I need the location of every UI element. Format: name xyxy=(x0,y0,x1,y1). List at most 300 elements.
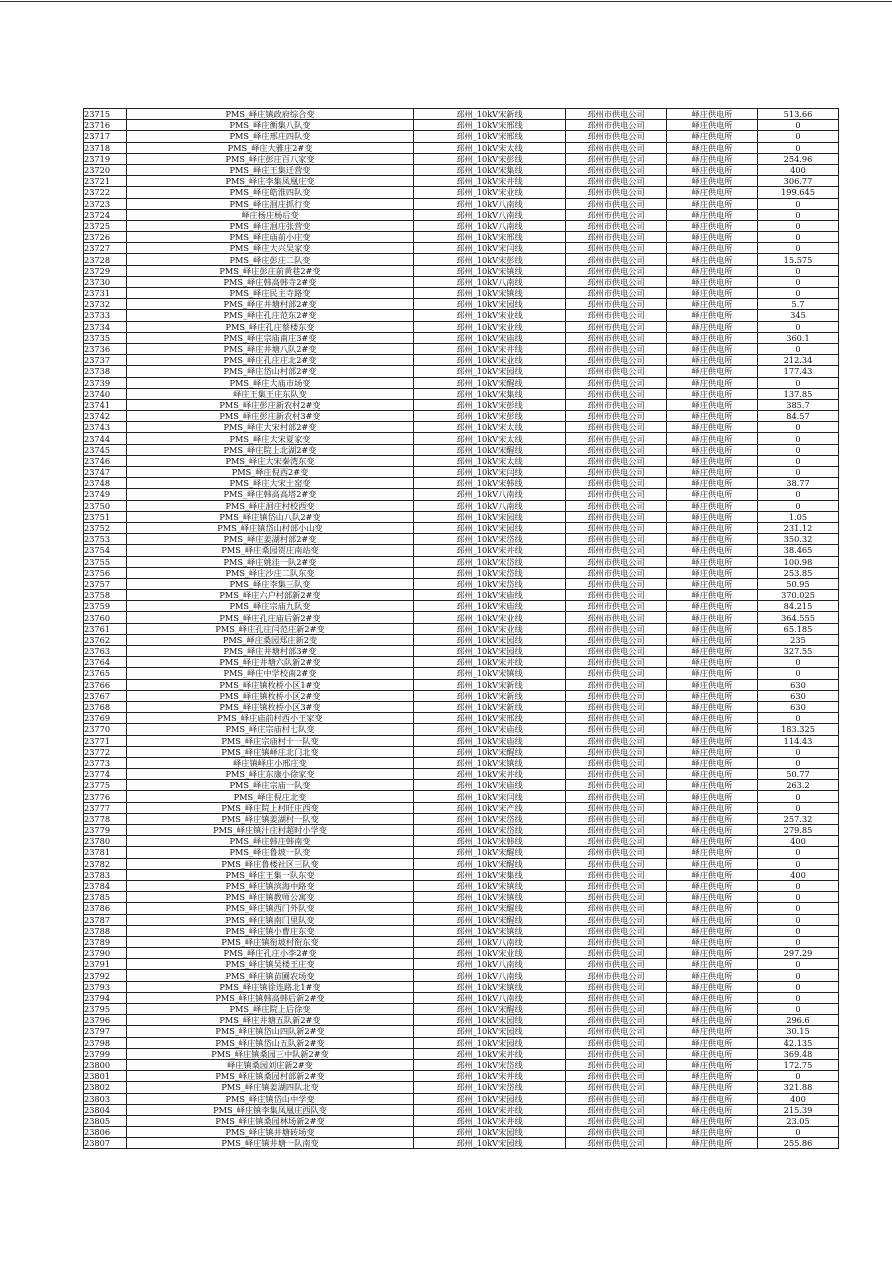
table-row xyxy=(84,522,839,533)
value-cell: 42.135 xyxy=(758,1037,839,1048)
table-row xyxy=(84,355,839,366)
line-name: 邳州_10kV宋井线 xyxy=(414,1048,566,1059)
row-id: 23724 xyxy=(84,209,127,220)
value-cell: 0 xyxy=(758,455,839,466)
table-row xyxy=(84,634,839,645)
line-name: 邳州_10kV宋园线 xyxy=(414,1037,566,1048)
company-name: 邳州市供电公司 xyxy=(566,825,667,836)
transformer-name: PMS_峄庄孔庄小李2#变 xyxy=(127,948,414,959)
company-name: 邳州市供电公司 xyxy=(566,455,667,466)
line-name: 邳州_10kV宋岱线 xyxy=(414,567,566,578)
table-row xyxy=(84,981,839,992)
company-name: 邳州市供电公司 xyxy=(566,757,667,768)
transformer-name: PMS_峄庄镇汁庄村超时小学变 xyxy=(127,825,414,836)
company-name: 邳州市供电公司 xyxy=(566,780,667,791)
transformer-name: PMS_峄庄井塘八队2#变 xyxy=(127,343,414,354)
transformer-name: PMS_峄庄孔庄范东2#变 xyxy=(127,310,414,321)
transformer-name: PMS_峄庄大宋夏家变 xyxy=(127,433,414,444)
table-row xyxy=(84,735,839,746)
table-row xyxy=(84,1015,839,1026)
value-cell: 327.55 xyxy=(758,646,839,657)
station-name: 峄庄供电所 xyxy=(667,757,758,768)
line-name: 邳州_10kV宋庙线 xyxy=(414,601,566,612)
transformer-name: PMS_峄庄李集三队变 xyxy=(127,578,414,589)
line-name: 邳州_10kV宋闫线 xyxy=(414,791,566,802)
table-row xyxy=(84,511,839,522)
transformer-name: PMS_峄庄彭庄新农村2#变 xyxy=(127,399,414,410)
table-row xyxy=(84,388,839,399)
row-id: 23717 xyxy=(84,131,127,142)
transformer-name: PMS_峄庄宗庙一队变 xyxy=(127,780,414,791)
value-cell: 38.77 xyxy=(758,478,839,489)
table-row xyxy=(84,243,839,254)
transformer-name: PMS_峄庄沙庄二队东变 xyxy=(127,567,414,578)
table-row xyxy=(84,724,839,735)
row-id: 23723 xyxy=(84,198,127,209)
line-name: 邳州_10kV八南线 xyxy=(414,276,566,287)
line-name: 邳州_10kV宋岱线 xyxy=(414,1082,566,1093)
row-id: 23722 xyxy=(84,187,127,198)
value-cell: 38.465 xyxy=(758,545,839,556)
line-name: 邳州_10kV宋闫线 xyxy=(414,467,566,478)
station-name: 峄庄供电所 xyxy=(667,120,758,131)
value-cell: 84.57 xyxy=(758,411,839,422)
value-cell: 0 xyxy=(758,914,839,925)
station-name: 峄庄供电所 xyxy=(667,1093,758,1104)
table-row xyxy=(84,1004,839,1015)
value-cell: 370.025 xyxy=(758,590,839,601)
value-cell: 0 xyxy=(758,120,839,131)
transformer-name: PMS_峄庄镇姜湖村一队变 xyxy=(127,813,414,824)
transformer-name: 峄庄镇桑园刘庄新2#变 xyxy=(127,1059,414,1070)
station-name: 峄庄供电所 xyxy=(667,522,758,533)
line-name: 邳州_10kV宋镇线 xyxy=(414,288,566,299)
value-cell: 400 xyxy=(758,869,839,880)
line-name: 邳州_10kV八南线 xyxy=(414,198,566,209)
line-name: 邳州_10kV宋井线 xyxy=(414,657,566,668)
station-name: 峄庄供电所 xyxy=(667,948,758,959)
table-row xyxy=(84,825,839,836)
value-cell: 0 xyxy=(758,1127,839,1138)
transformer-name: PMS_峄庄皓淮四队变 xyxy=(127,187,414,198)
line-name: 邳州_10kV宋园线 xyxy=(414,1127,566,1138)
value-cell: 0 xyxy=(758,321,839,332)
station-name: 峄庄供电所 xyxy=(667,1138,758,1149)
row-id: 23798 xyxy=(84,1037,127,1048)
row-id: 23759 xyxy=(84,601,127,612)
transformer-name: PMS_峄庄井塘村部2#变 xyxy=(127,299,414,310)
line-name: 邳州_10kV宋彭线 xyxy=(414,399,566,410)
table-row xyxy=(84,657,839,668)
table-row xyxy=(84,366,839,377)
table-row xyxy=(84,332,839,343)
station-name: 峄庄供电所 xyxy=(667,981,758,992)
station-name: 峄庄供电所 xyxy=(667,780,758,791)
row-id: 23725 xyxy=(84,220,127,231)
value-cell: 360.1 xyxy=(758,332,839,343)
transformer-name: PMS_峄庄镇小曹庄东变 xyxy=(127,925,414,936)
table-row xyxy=(84,1138,839,1149)
transformer-name: PMS_峄庄韩高高塔2#变 xyxy=(127,489,414,500)
row-id: 23795 xyxy=(84,1004,127,1015)
row-id: 23743 xyxy=(84,422,127,433)
line-name: 邳州_10kV宋邢线 xyxy=(414,120,566,131)
table-row xyxy=(84,690,839,701)
value-cell: 0 xyxy=(758,791,839,802)
company-name: 邳州市供电公司 xyxy=(566,724,667,735)
table-row xyxy=(84,623,839,634)
station-name: 峄庄供电所 xyxy=(667,880,758,891)
company-name: 邳州市供电公司 xyxy=(566,970,667,981)
row-id: 23716 xyxy=(84,120,127,131)
value-cell: 0 xyxy=(758,858,839,869)
station-name: 峄庄供电所 xyxy=(667,1059,758,1070)
line-name: 邳州_10kV八南线 xyxy=(414,220,566,231)
station-name: 峄庄供电所 xyxy=(667,1015,758,1026)
row-id: 23803 xyxy=(84,1093,127,1104)
transformer-name: PMS_峄庄桑园贺庄南站变 xyxy=(127,545,414,556)
station-name: 峄庄供电所 xyxy=(667,433,758,444)
line-name: 邳州_10kV宋井线 xyxy=(414,545,566,556)
row-id: 23733 xyxy=(84,310,127,321)
company-name: 邳州市供电公司 xyxy=(566,892,667,903)
row-id: 23730 xyxy=(84,276,127,287)
transformer-name: PMS_峄庄洄庄张营变 xyxy=(127,220,414,231)
company-name: 邳州市供电公司 xyxy=(566,545,667,556)
station-name: 峄庄供电所 xyxy=(667,869,758,880)
table-row xyxy=(84,880,839,891)
transformer-name: PMS_峄庄镇岱山中学变 xyxy=(127,1093,414,1104)
row-id: 23754 xyxy=(84,545,127,556)
row-id: 23715 xyxy=(84,109,127,120)
row-id: 23793 xyxy=(84,981,127,992)
station-name: 峄庄供电所 xyxy=(667,220,758,231)
line-name: 邳州_10kV宋庙线 xyxy=(414,724,566,735)
row-id: 23731 xyxy=(84,288,127,299)
station-name: 峄庄供电所 xyxy=(667,612,758,623)
value-cell: 50.95 xyxy=(758,578,839,589)
station-name: 峄庄供电所 xyxy=(667,601,758,612)
value-cell: 0 xyxy=(758,903,839,914)
row-id: 23757 xyxy=(84,578,127,589)
station-name: 峄庄供电所 xyxy=(667,567,758,578)
table-row xyxy=(84,265,839,276)
company-name: 邳州市供电公司 xyxy=(566,869,667,880)
row-id: 23735 xyxy=(84,332,127,343)
company-name: 邳州市供电公司 xyxy=(566,701,667,712)
value-cell: 0 xyxy=(758,232,839,243)
value-cell: 345 xyxy=(758,310,839,321)
company-name: 邳州市供电公司 xyxy=(566,903,667,914)
value-cell: 172.75 xyxy=(758,1059,839,1070)
station-name: 峄庄供电所 xyxy=(667,388,758,399)
transformer-name: PMS_峄庄孔庄闫范庄新2#变 xyxy=(127,623,414,634)
table-row xyxy=(84,914,839,925)
row-id: 23751 xyxy=(84,511,127,522)
table-row xyxy=(84,959,839,970)
table-row xyxy=(84,131,839,142)
company-name: 邳州市供电公司 xyxy=(566,578,667,589)
company-name: 邳州市供电公司 xyxy=(566,601,667,612)
line-name: 邳州_10kV宋太线 xyxy=(414,455,566,466)
station-name: 峄庄供电所 xyxy=(667,164,758,175)
row-id: 23782 xyxy=(84,858,127,869)
line-name: 邳州_10kV宋庙线 xyxy=(414,590,566,601)
company-name: 邳州市供电公司 xyxy=(566,444,667,455)
table-row xyxy=(84,422,839,433)
line-name: 邳州_10kV宋岱线 xyxy=(414,578,566,589)
row-id: 23736 xyxy=(84,343,127,354)
company-name: 邳州市供电公司 xyxy=(566,355,667,366)
company-name: 邳州市供电公司 xyxy=(566,343,667,354)
station-name: 峄庄供电所 xyxy=(667,467,758,478)
station-name: 峄庄供电所 xyxy=(667,534,758,545)
company-name: 邳州市供电公司 xyxy=(566,120,667,131)
company-name: 邳州市供电公司 xyxy=(566,489,667,500)
table-row xyxy=(84,892,839,903)
transformer-name: PMS_峄庄彭庄前黄巷2#变 xyxy=(127,265,414,276)
table-row xyxy=(84,288,839,299)
value-cell: 0 xyxy=(758,422,839,433)
table-row xyxy=(84,612,839,623)
value-cell: 364.555 xyxy=(758,612,839,623)
company-name: 邳州市供电公司 xyxy=(566,1004,667,1015)
table-row xyxy=(84,534,839,545)
station-name: 峄庄供电所 xyxy=(667,668,758,679)
value-cell: 0 xyxy=(758,992,839,1003)
row-id: 23807 xyxy=(84,1138,127,1149)
station-name: 峄庄供电所 xyxy=(667,959,758,970)
transformer-name: PMS_峄庄院上北湖2#变 xyxy=(127,444,414,455)
transformer-name: PMS_峄庄洄庄抓行变 xyxy=(127,198,414,209)
line-name: 邳州_10kV宋彭线 xyxy=(414,254,566,265)
table-row xyxy=(84,478,839,489)
company-name: 邳州市供电公司 xyxy=(566,467,667,478)
value-cell: 30.15 xyxy=(758,1026,839,1037)
transformer-name: PMS_峄庄大宋秦湾东变 xyxy=(127,455,414,466)
transformer-name: 峄庄杨庄杨后变 xyxy=(127,209,414,220)
station-name: 峄庄供电所 xyxy=(667,690,758,701)
transformer-name: PMS_峄庄镇井塘砖场变 xyxy=(127,1127,414,1138)
row-id: 23786 xyxy=(84,903,127,914)
row-id: 23765 xyxy=(84,668,127,679)
value-cell: 0 xyxy=(758,288,839,299)
station-name: 峄庄供电所 xyxy=(667,366,758,377)
station-name: 峄庄供电所 xyxy=(667,769,758,780)
line-name: 邳州_10kV宋集线 xyxy=(414,164,566,175)
line-name: 邳州_10kV宋邢线 xyxy=(414,131,566,142)
company-name: 邳州市供电公司 xyxy=(566,567,667,578)
table-row xyxy=(84,992,839,1003)
line-name: 邳州_10kV宋产线 xyxy=(414,802,566,813)
line-name: 邳州_10kV宋井线 xyxy=(414,176,566,187)
row-id: 23797 xyxy=(84,1026,127,1037)
station-name: 峄庄供电所 xyxy=(667,590,758,601)
row-id: 23764 xyxy=(84,657,127,668)
station-name: 峄庄供电所 xyxy=(667,1127,758,1138)
value-cell: 0 xyxy=(758,265,839,276)
table-row xyxy=(84,713,839,724)
transformer-name: PMS_峄庄镇吴楼王庄变 xyxy=(127,959,414,970)
company-name: 邳州市供电公司 xyxy=(566,612,667,623)
company-name: 邳州市供电公司 xyxy=(566,534,667,545)
line-name: 邳州_10kV宋醒线 xyxy=(414,914,566,925)
company-name: 邳州市供电公司 xyxy=(566,1138,667,1149)
value-cell: 199.645 xyxy=(758,187,839,198)
line-name: 邳州_10kV宋集线 xyxy=(414,388,566,399)
station-name: 峄庄供电所 xyxy=(667,623,758,634)
transformer-name: PMS_峄庄庙前村西小王家变 xyxy=(127,713,414,724)
station-name: 峄庄供电所 xyxy=(667,679,758,690)
line-name: 邳州_10kV八南线 xyxy=(414,970,566,981)
value-cell: 306.77 xyxy=(758,176,839,187)
line-name: 邳州_10kV宋醒线 xyxy=(414,858,566,869)
row-id: 23791 xyxy=(84,959,127,970)
line-name: 邳州_10kV宋彭线 xyxy=(414,411,566,422)
line-name: 邳州_10kV宋邢线 xyxy=(414,713,566,724)
company-name: 邳州市供电公司 xyxy=(566,422,667,433)
company-name: 邳州市供电公司 xyxy=(566,646,667,657)
company-name: 邳州市供电公司 xyxy=(566,981,667,992)
row-id: 23732 xyxy=(84,299,127,310)
table-row xyxy=(84,120,839,131)
company-name: 邳州市供电公司 xyxy=(566,925,667,936)
company-name: 邳州市供电公司 xyxy=(566,187,667,198)
transformer-name: PMS_峄庄鲁楼社区三队变 xyxy=(127,858,414,869)
line-name: 邳州_10kV宋庙线 xyxy=(414,735,566,746)
transformer-name: PMS_峄庄镇滨海中路变 xyxy=(127,880,414,891)
value-cell: 183.325 xyxy=(758,724,839,735)
table-row xyxy=(84,847,839,858)
value-cell: 0 xyxy=(758,489,839,500)
company-name: 邳州市供电公司 xyxy=(566,377,667,388)
transformer-name: 峄庄王集王庄东队变 xyxy=(127,388,414,399)
line-name: 邳州_10kV宋井线 xyxy=(414,1071,566,1082)
station-name: 峄庄供电所 xyxy=(667,556,758,567)
transformer-name: PMS_峄庄彭庄百八家变 xyxy=(127,153,414,164)
line-name: 邳州_10kV宋岱线 xyxy=(414,556,566,567)
row-id: 23794 xyxy=(84,992,127,1003)
line-name: 邳州_10kV宋业线 xyxy=(414,321,566,332)
table-body xyxy=(84,109,839,1149)
transformer-name: PMS_峄庄井塘六队新2#变 xyxy=(127,657,414,668)
row-id: 23770 xyxy=(84,724,127,735)
transformer-name: PMS_峄庄镇枚桥小区1#变 xyxy=(127,679,414,690)
station-name: 峄庄供电所 xyxy=(667,1071,758,1082)
company-name: 邳州市供电公司 xyxy=(566,399,667,410)
value-cell: 0 xyxy=(758,500,839,511)
row-id: 23774 xyxy=(84,769,127,780)
row-id: 23790 xyxy=(84,948,127,959)
row-id: 23752 xyxy=(84,522,127,533)
value-cell: 0 xyxy=(758,981,839,992)
value-cell: 296.6 xyxy=(758,1015,839,1026)
row-id: 23806 xyxy=(84,1127,127,1138)
line-name: 邳州_10kV八南线 xyxy=(414,500,566,511)
table-row xyxy=(84,1093,839,1104)
row-id: 23739 xyxy=(84,377,127,388)
line-name: 邳州_10kV宋园线 xyxy=(414,511,566,522)
line-name: 邳州_10kV宋太线 xyxy=(414,422,566,433)
station-name: 峄庄供电所 xyxy=(667,198,758,209)
company-name: 邳州市供电公司 xyxy=(566,131,667,142)
transformer-name: PMS_峄庄倪西2#变 xyxy=(127,467,414,478)
station-name: 峄庄供电所 xyxy=(667,545,758,556)
line-name: 邳州_10kV宋岱线 xyxy=(414,1059,566,1070)
line-name: 邳州_10kV宋镇线 xyxy=(414,981,566,992)
company-name: 邳州市供电公司 xyxy=(566,198,667,209)
value-cell: 297.29 xyxy=(758,948,839,959)
line-name: 邳州_10kV八南线 xyxy=(414,936,566,947)
line-name: 邳州_10kV宋业线 xyxy=(414,310,566,321)
value-cell: 279.85 xyxy=(758,825,839,836)
value-cell: 0 xyxy=(758,892,839,903)
transformer-name: PMS_峄庄镇桑园林场新2#变 xyxy=(127,1115,414,1126)
transformer-name: PMS_峄庄东康小徐家变 xyxy=(127,769,414,780)
station-name: 峄庄供电所 xyxy=(667,310,758,321)
row-id: 23719 xyxy=(84,153,127,164)
station-name: 峄庄供电所 xyxy=(667,746,758,757)
line-name: 邳州_10kV宋镇线 xyxy=(414,757,566,768)
row-id: 23805 xyxy=(84,1115,127,1126)
row-id: 23758 xyxy=(84,590,127,601)
table-row xyxy=(84,869,839,880)
transformer-name: PMS_峄庄大庙市场变 xyxy=(127,377,414,388)
station-name: 峄庄供电所 xyxy=(667,321,758,332)
station-name: 峄庄供电所 xyxy=(667,243,758,254)
company-name: 邳州市供电公司 xyxy=(566,1093,667,1104)
station-name: 峄庄供电所 xyxy=(667,131,758,142)
company-name: 邳州市供电公司 xyxy=(566,220,667,231)
transformer-name: PMS_峄庄镇姜湖四队北变 xyxy=(127,1082,414,1093)
table-row xyxy=(84,1037,839,1048)
row-id: 23744 xyxy=(84,433,127,444)
company-name: 邳州市供电公司 xyxy=(566,388,667,399)
transformer-name: PMS_峄庄院上后徐变 xyxy=(127,1004,414,1015)
row-id: 23802 xyxy=(84,1082,127,1093)
line-name: 邳州_10kV宋镇线 xyxy=(414,880,566,891)
value-cell: 255.86 xyxy=(758,1138,839,1149)
station-name: 峄庄供电所 xyxy=(667,288,758,299)
value-cell: 84.215 xyxy=(758,601,839,612)
line-name: 邳州_10kV宋业线 xyxy=(414,623,566,634)
transformer-name: PMS_峄庄王集一队东变 xyxy=(127,869,414,880)
station-name: 峄庄供电所 xyxy=(667,802,758,813)
station-name: 峄庄供电所 xyxy=(667,1115,758,1126)
table-row xyxy=(84,176,839,187)
row-id: 23779 xyxy=(84,825,127,836)
company-name: 邳州市供电公司 xyxy=(566,411,667,422)
line-name: 邳州_10kV宋醒线 xyxy=(414,847,566,858)
company-name: 邳州市供电公司 xyxy=(566,713,667,724)
transformer-name: PMS_峄庄洄庄村校西变 xyxy=(127,500,414,511)
row-id: 23772 xyxy=(84,746,127,757)
data-table xyxy=(83,108,839,1149)
company-name: 邳州市供电公司 xyxy=(566,959,667,970)
line-name: 邳州_10kV宋井线 xyxy=(414,1115,566,1126)
transformer-name: PMS_峄庄衡集八队变 xyxy=(127,120,414,131)
company-name: 邳州市供电公司 xyxy=(566,500,667,511)
company-name: 邳州市供电公司 xyxy=(566,478,667,489)
value-cell: 0 xyxy=(758,467,839,478)
company-name: 邳州市供电公司 xyxy=(566,321,667,332)
row-id: 23801 xyxy=(84,1071,127,1082)
company-name: 邳州市供电公司 xyxy=(566,1071,667,1082)
station-name: 峄庄供电所 xyxy=(667,925,758,936)
line-name: 邳州_10kV宋镇线 xyxy=(414,925,566,936)
station-name: 峄庄供电所 xyxy=(667,265,758,276)
table-row xyxy=(84,310,839,321)
